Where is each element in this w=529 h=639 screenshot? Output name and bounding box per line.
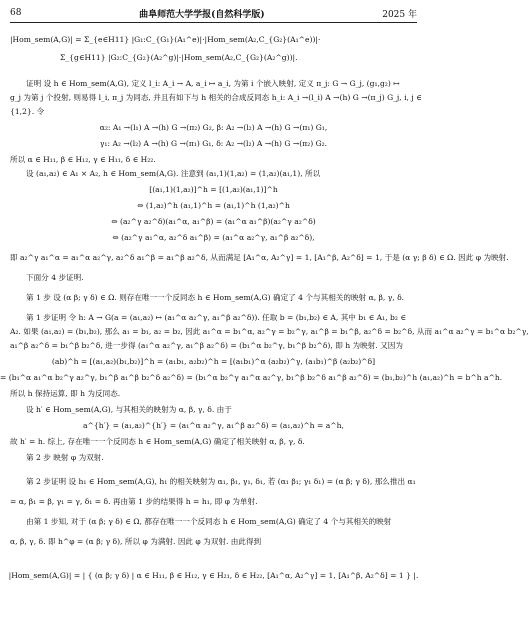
header-rule [10,22,417,23]
display-formula: ⇔ (1,a₂)^h (a₁,1)^h = (a₁,1)^h (1,a₂)^h [137,201,290,210]
paragraph-line: A₂. 如果 (a₁,a₂) = (b₁,b₂), 那么 a₁ = b₁, a₂ = b₂, 因此 a₁^α = b₁^α, a₂^γ = b₂^γ, a₁^β = b₁^β, a₂^δ = b₂^δ, 从而 a₁^α a₂^γ = b₁^α b₂^γ, [10,327,529,336]
journal-title: 曲阜师范大学学报(自然科学版) [139,9,265,20]
paragraph-line: 设 (a₁,a₂) ∈ A₁ × A₂, h ∈ Hom_sem(A,G). 注意到 (a₁,1)(1,a₂) = (1,a₂)(a₁,1), 所以 [26,169,321,178]
paragraph-line: 下面分 4 步证明. [26,273,84,282]
paragraph-line: {1,2}. 令 [10,107,45,116]
step-proof-line: 第 2 步证明 设 h₁ ∈ Hom_sem(A,G), h₁ 的相关映射为 α₁, β₁, γ₁, δ₁, 若 (α₁ β₁; γ₁ δ₁) = (α β; γ δ), 那么推出 α₁ [26,477,416,486]
display-formula: = (b₁^α a₁^α b₂^γ a₂^γ, b₁^β a₁^β b₂^δ a₂^δ) = (b₁^α b₂^γ a₁^α a₂^γ, b₁^β b₂^δ a₁^β a₂^δ) = (b₁,b₂)^h (a₁,a₂)^h = b^h a^h. [0,373,503,382]
paragraph-line: 所以 h 保持运算, 即 h 为反同态. [10,389,121,398]
display-formula: γ₁: A₂ →(l₂) A →(h) G →(π₁) G₁, δ: A₂ →(l₂) A →(h) G →(π₂) G₂. [99,139,328,148]
paragraph-line: α, β, γ, δ. 即 h^φ = (α β; γ δ), 所以 φ 为满射. 因此 φ 为双射. 由此得到 [10,537,262,546]
proof-paragraph: 证明 设 h ∈ Hom_sem(A,G), 定义 l_i: A_i → A, a_i ↦ a_i, 为第 i 个嵌入映射, 定义 π_j: G → G_j, (g₁,g₂) ↦ [26,79,400,88]
page-number: 68 [10,8,22,18]
display-formula: (ab)^h = [(a₁,a₂)(b₁,b₂)]^h = (a₁b₁, a₂b₂)^h = [(a₁b₁)^α (a₂b₂)^γ, (a₁b₁)^β (a₂b₂)^δ] [51,357,376,366]
equation-line: |Hom_sem(A,G)| = Σ_{e∈H11} |G₁:C_{G₁}(A₁^e)|·|Hom_sem(A₂,C_{G₂}(A₁^e))|· [10,35,321,44]
paragraph-line: g_j 为第 j 个投射, 则易得 l_i, π_j 为同态, 并且有如下与 h 相关的合成反同态 h_i: A_i →(l_i) A →(h) G →(π_j) G_j, i, j ∈ [10,93,422,102]
step-heading: 第 1 步 设 (α β; γ δ) ∈ Ω. 则存在唯一一个反同态 h ∈ Hom_sem(A,G) 确定了 4 个与其相关的映射 α, β, γ, δ. [26,293,405,302]
display-formula: ⇔ (a₂^γ a₁^α, a₂^δ a₁^β) = (a₁^α a₂^γ, a₁^β a₂^δ), [112,233,315,242]
paragraph-line: 设 h′ ∈ Hom_sem(A,G), 与其相关的映射为 α, β, γ, δ. 由于 [26,405,232,414]
paragraph-line: a₁^β a₂^δ = b₁^β b₂^δ, 进一步得 (a₁^α a₂^γ, a₁^β a₂^δ) = (b₁^α b₂^γ, b₁^β b₂^δ), 即 h 为映射. 又因为 [10,341,403,350]
header-year: 2025 年 [382,9,417,20]
paragraph-line: 故 h′ = h. 综上, 存在唯一一个反同态 h ∈ Hom_sem(A,G) 确定了相关映射 α, β, γ, δ. [10,437,305,446]
paragraph-line: = α, β₁ = β, γ₁ = γ, δ₁ = δ. 再由第 1 步的结果得 h = h₁, 即 φ 为单射. [10,497,258,506]
display-formula: ⇔ (a₂^γ a₂^δ)(a₁^α, a₁^β) = (a₁^α a₁^β)(a₂^γ a₂^δ) [111,217,316,226]
step-proof-line: 第 1 步证明 令 h: A → G(a = (a₁,a₂) ↦ (a₁^α a₂^γ, a₁^β a₂^δ)). 任取 b = (b₁,b₂) ∈ A, 其中 b₁ ∈ A₁, b₂ ∈ [26,313,406,322]
paragraph-line: 由第 1 步知, 对于 (α β; γ δ) ∈ Ω, 都存在唯一一个反同态 h ∈ Hom_sem(A,G) 确定了 4 个与其相关的映射 [26,517,392,526]
display-formula: [(a₁,1)(1,a₂)]^h = [(1,a₂)(a₁,1)]^h [149,185,278,194]
display-formula: α₂: A₁ →(l₁) A →(h) G →(π₂) G₂, β: A₂ →(l₂) A →(h) G →(π₁) G₁, [99,123,328,132]
paragraph-line: 即 a₂^γ a₁^α = a₁^α a₂^γ, a₂^δ a₁^β = a₁^β a₂^δ, 从而满足 [A₁^α, A₂^γ] = 1, [A₁^β, A₂^δ] = 1, 于是 (α γ; β δ) ∈ Ω. 因此 φ 为映射. [10,253,509,262]
step-heading: 第 2 步 映射 φ 为双射. [26,453,104,462]
paragraph-line: 所以 α ∈ H₁₁, β ∈ H₁₂, γ ∈ H₁₁, δ ∈ H₂₂. [10,155,156,164]
display-formula: a^{h′} = (a₁,a₂)^{h′} = (a₁^α a₂^γ, a₁^β a₂^δ) = (a₁,a₂)^h = a^h, [83,421,344,430]
running-header [10,6,417,20]
equation-line: Σ_{g∈H11} |G₂:C_{G₂}(A₂^g)|·|Hom_sem(A₂,C_{G₂}(A₂^g))|. [60,53,298,62]
final-formula: |Hom_sem(A,G)| = | { (α β; γ δ) | α ∈ H₁₁, β ∈ H₁₂, γ ∈ H₂₁, δ ∈ H₂₂, [A₁^α, A₂^γ] = 1, [A₁^β, A₂^δ] = 1 } |. [8,571,419,580]
